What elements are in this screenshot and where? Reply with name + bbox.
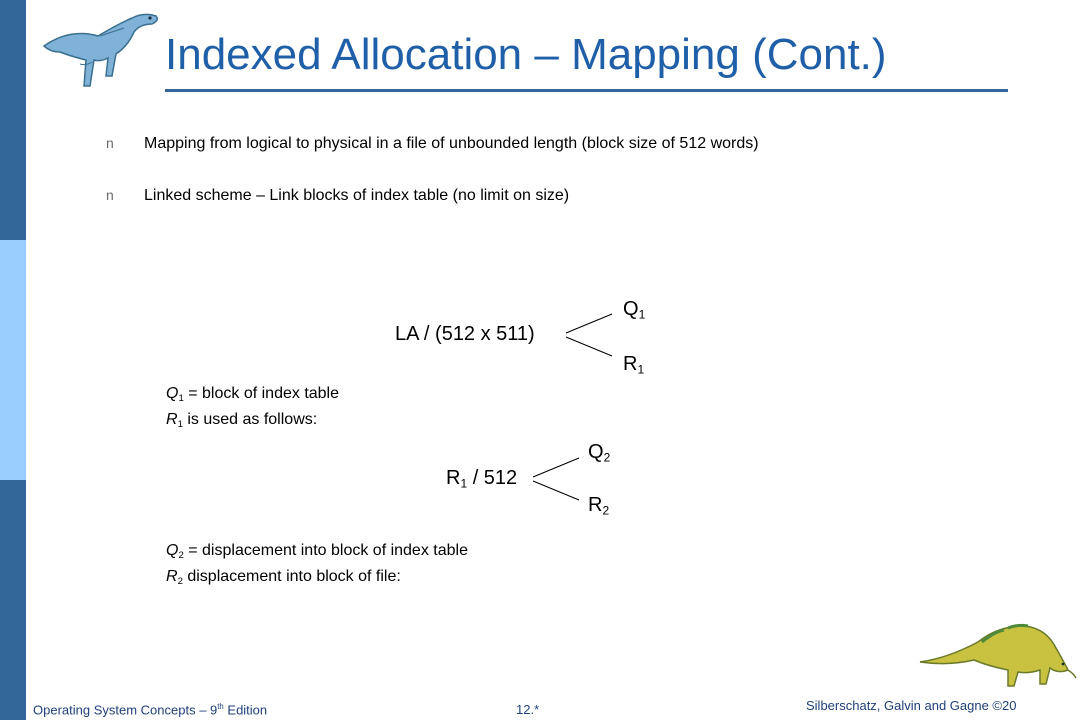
division1-quotient-branch bbox=[566, 314, 612, 333]
note-q1-r1 bbox=[166, 383, 339, 435]
footer-page-number: 12.* bbox=[516, 702, 540, 717]
division2-quotient: $Q_2$ bbox=[588, 441, 611, 465]
division1-expression: LA / (512 x 511) bbox=[395, 323, 535, 345]
bullet-marker: n bbox=[106, 187, 114, 203]
division1-remainder-branch bbox=[566, 337, 612, 356]
note-line: $R_1$ is used as follows: bbox=[166, 410, 318, 430]
dinosaur-logo-bottom-icon bbox=[918, 612, 1078, 692]
bullet-text: Mapping from logical to physical in a file of unbounded length (block size of 512 words) bbox=[144, 135, 759, 152]
division2-remainder: $R_2$ bbox=[588, 494, 610, 518]
division2-expression: $R_1 / 512$ bbox=[446, 467, 518, 491]
note-q2-r2 bbox=[166, 540, 468, 592]
division1-remainder: $R_1$ bbox=[623, 353, 645, 377]
division2-remainder-branch bbox=[533, 481, 579, 500]
slide-title: Indexed Allocation – Mapping (Cont.) bbox=[165, 30, 887, 79]
note-line: $Q_1$ = block of index table bbox=[166, 385, 340, 404]
footer-book-title: Operating System Concepts – 9th Edition bbox=[33, 702, 268, 718]
division1-quotient: $Q_1$ bbox=[623, 298, 646, 322]
note-line: $Q_2$ = displacement into block of index table bbox=[166, 542, 468, 561]
note-line: $R_2$ displacement into block of file: bbox=[166, 567, 401, 587]
bullet-marker: n bbox=[106, 135, 114, 151]
bullet-text: Linked scheme – Link blocks of index table (no limit on size) bbox=[144, 187, 570, 204]
footer-authors: Silberschatz, Galvin and Gagne ©20 bbox=[806, 698, 1017, 713]
division2-quotient-branch bbox=[533, 458, 579, 477]
